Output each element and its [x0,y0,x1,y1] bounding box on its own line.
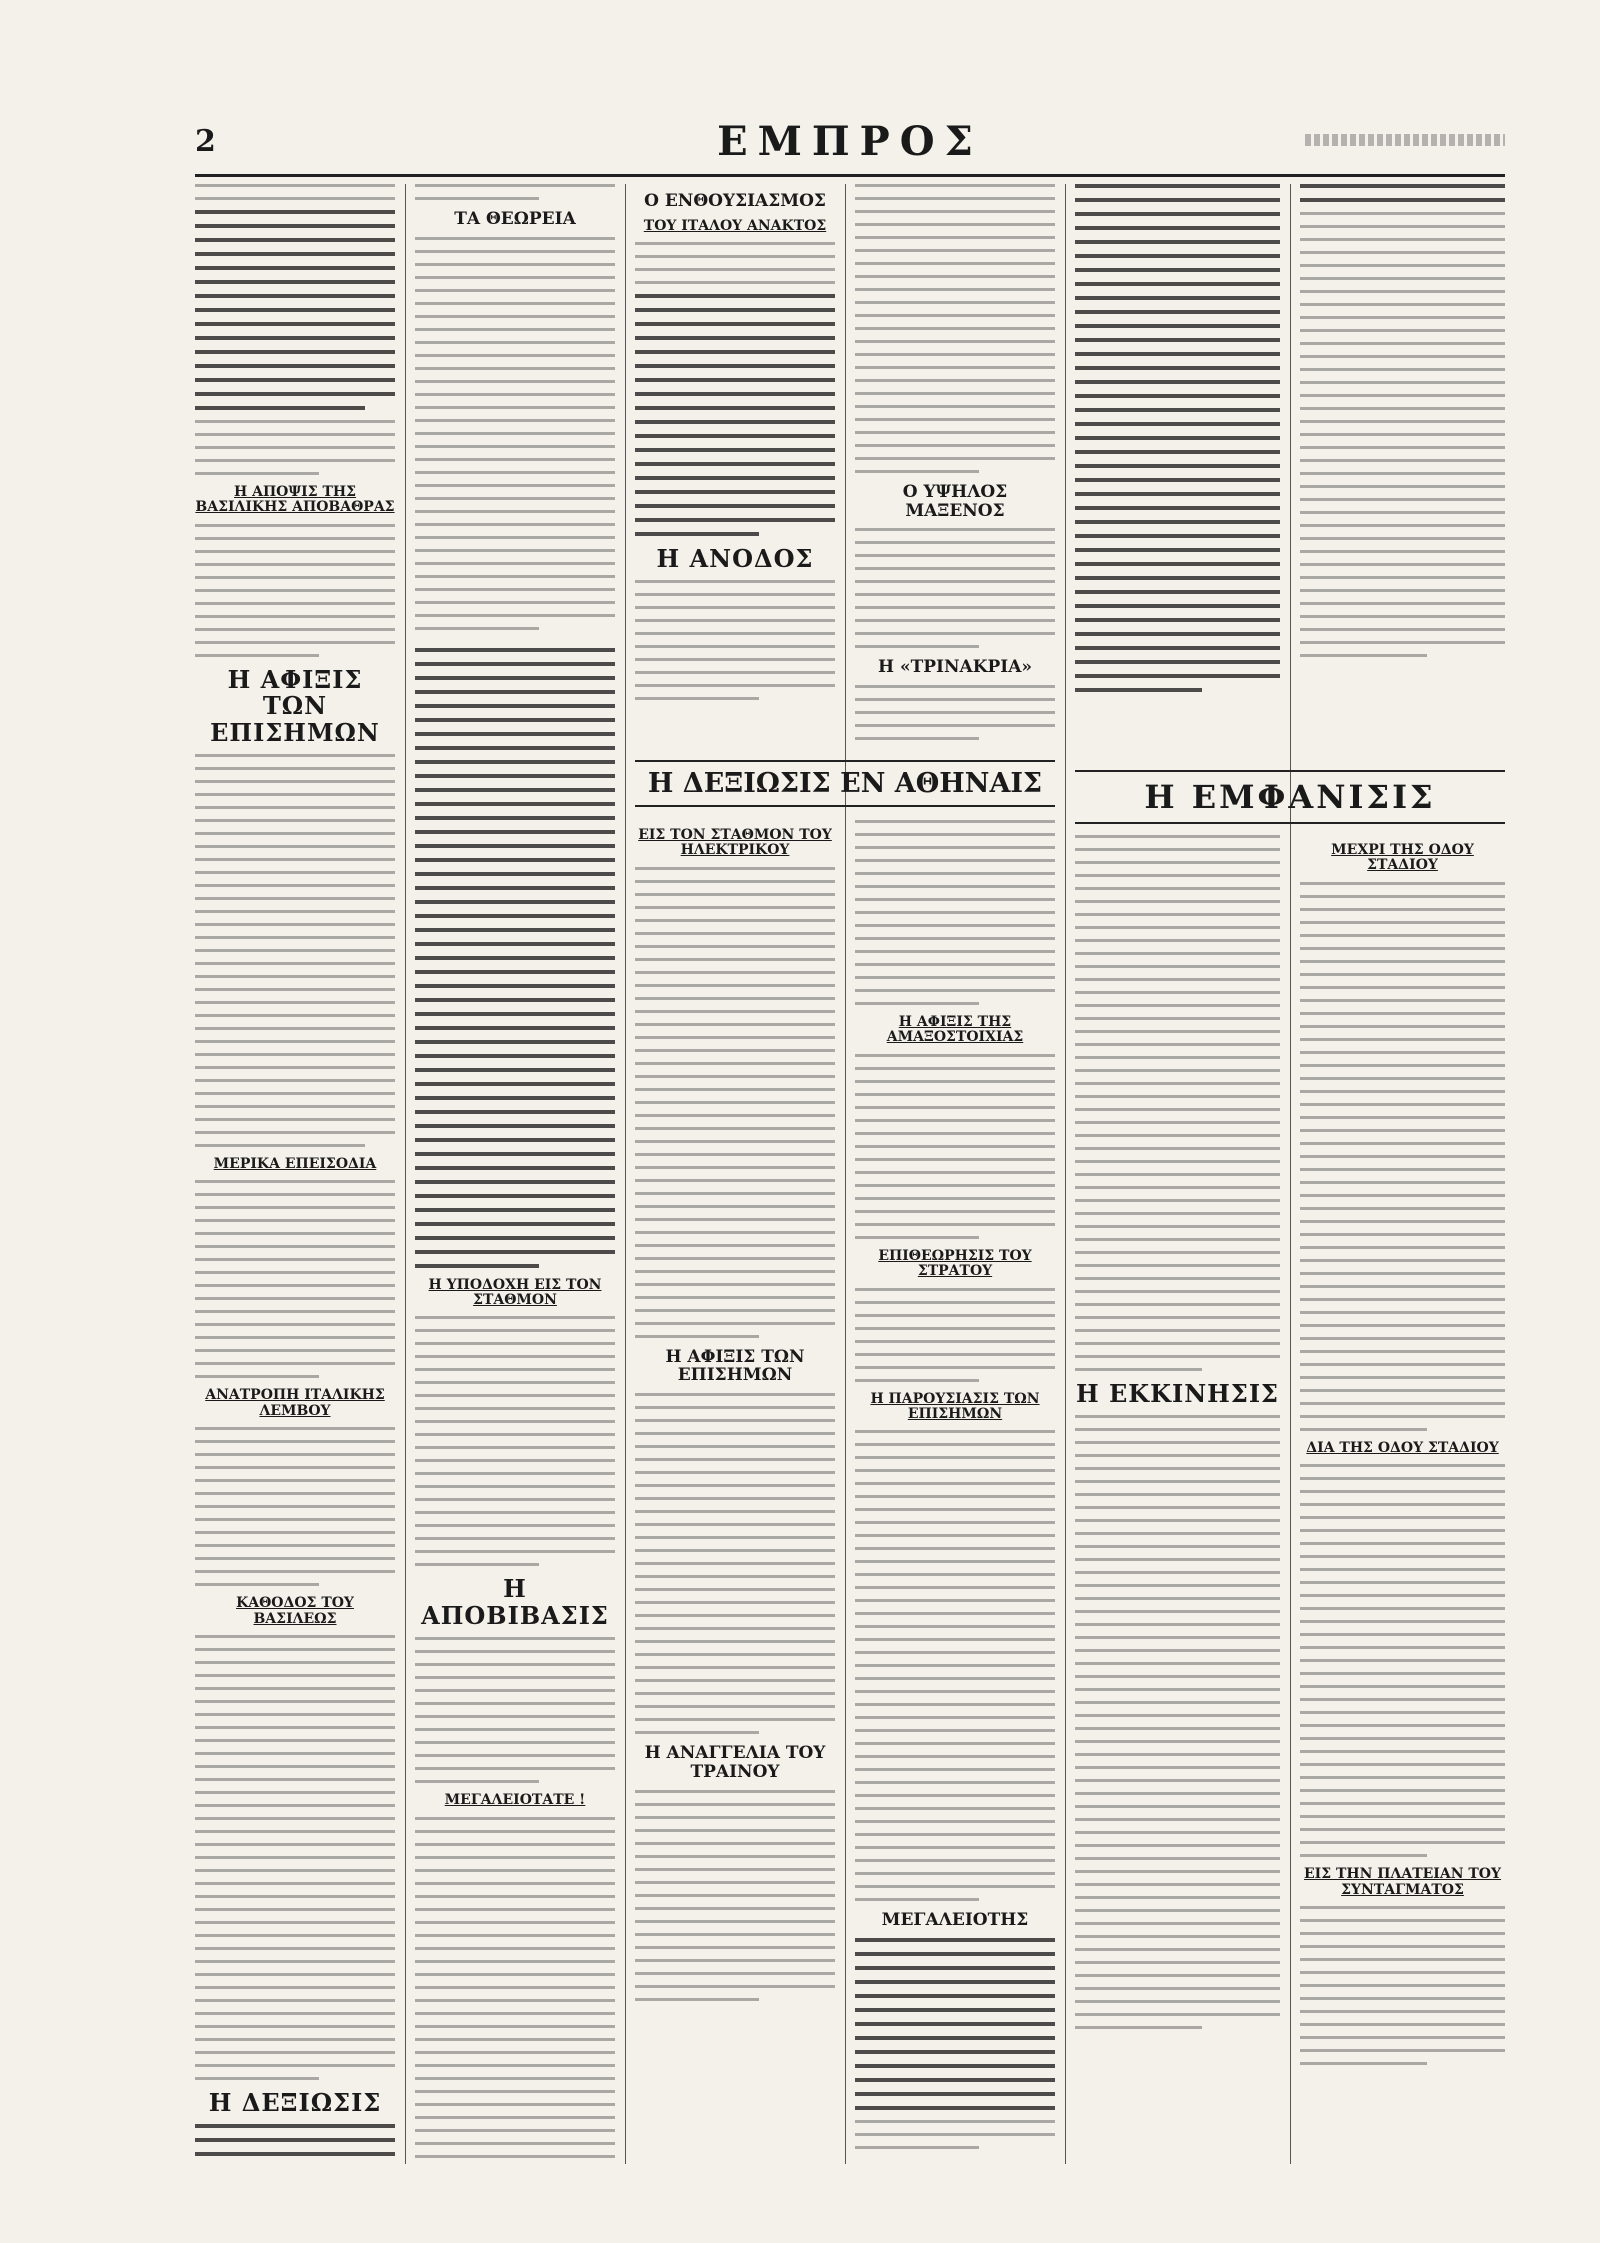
article-body [415,184,615,200]
article-body [415,237,615,1268]
column-6-lower [1300,835,1505,2164]
headline: ΑΝΑΤΡΟΠΗ ΙΤΑΛΙΚΗΣ ΛΕΜΒΟΥ [205,1387,385,1419]
article-body [1300,882,1505,1431]
masthead-title: ΕΜΠΡΟΣ [717,118,983,165]
article-body [635,1393,835,1734]
column-rule [625,184,626,2164]
article-body [415,1637,615,1783]
article-body [855,184,1055,473]
headline: Η ΑΦΙΞΙΣ ΤΩΝ ΕΠΙΣΗΜΩΝ [665,1346,805,1386]
article-body [1300,1906,1505,2065]
article-body [1075,184,1280,692]
column-4 [855,184,1055,754]
banner-headline: Η ΕΜΦΑΝΙΣΙΣ [1075,770,1505,824]
header-date-strip [1305,134,1505,146]
headline: Η ΑΦΙΞΙΣ ΤΩΝ ΕΠΙΣΗΜΩΝ [210,664,380,747]
headline: ΕΙΣ ΤΗΝ ΠΛΑΤΕΙΑΝ ΤΟΥ ΣΥΝΤΑΓΜΑΤΟΣ [1303,1866,1502,1898]
headline: Η ΔΕΞΙΩΣΙΣ [208,2087,382,2117]
headline: ΤΑ ΘΕΩΡΕΙΑ [454,209,576,229]
article-body [1075,1415,1280,2029]
column-rule [1065,184,1066,2164]
headline: Η «ΤΡΙΝΑΚΡΙΑ» [877,657,1033,678]
article-body [195,184,395,475]
column-rule [405,184,406,2164]
article-body [1300,1464,1505,1857]
article-body [635,580,835,700]
column-rule [1290,184,1291,2164]
headline: Η ΠΑΡΟΥΣΙΑΣΙΣ ΤΩΝ ΕΠΙΣΗΜΩΝ [870,1390,1040,1422]
headline: ΜΕΡΙΚΑ ΕΠΕΙΣΟΔΙΑ [213,1155,377,1172]
headline: Η ΥΠΟΔΟΧΗ ΕΙΣ ΤΟΝ ΣΤΑΘΜΟΝ [428,1276,602,1309]
headline: ΚΑΘΟΔΟΣ ΤΟΥ ΒΑΣΙΛΕΩΣ [236,1595,354,1627]
column-5 [1075,184,1280,754]
article-body [1300,184,1505,657]
column-2 [415,184,615,2164]
article-body [195,2124,395,2156]
headline: Η ΑΝΑΓΓΕΛΙΑ ΤΟΥ ΤΡΑΙΝΟΥ [644,1743,826,1782]
headline: Η ΕΚΚΙΝΗΣΙΣ [1075,1379,1280,1408]
headline: ΔΙΑ ΤΗΣ ΟΔΟΥ ΣΤΑΔΙΟΥ [1306,1439,1499,1456]
headline: Η ΑΝΟΔΟΣ [656,544,814,574]
headline: ΜΕΓΑΛΕΙΟΤΗΣ [881,1910,1029,1931]
article-body [195,524,395,657]
headline: Η ΑΠΟΒΙΒΑΣΙΣ [421,1574,609,1630]
article-body [635,1790,835,2001]
article-body [195,754,395,1147]
article-body [635,242,835,536]
article-body [855,1054,1055,1239]
article-body [195,1635,395,2080]
article-body [855,685,1055,740]
article-body [415,1316,615,1566]
headline: ΜΕΓΑΛΕΙΟΤΑΤΕ ! [444,1792,586,1809]
article-body [415,1817,615,2164]
column-3-lower [635,820,835,2164]
column-1 [195,184,395,2164]
headline: ΜΕΧΡΙ ΤΗΣ ΟΔΟΥ ΣΤΑΔΙΟΥ [1331,842,1474,874]
article-body [1075,835,1280,1371]
article-body [195,1427,395,1586]
headline: Ο ΕΝΘΟΥΣΙΑΣΜΟΣ [644,191,826,211]
page-header [195,118,1505,177]
page-number: 2 [195,124,216,159]
headline: Η ΑΦΙΞΙΣ ΤΗΣ ΑΜΑΞΟΣΤΟΙΧΙΑΣ [886,1014,1024,1046]
column-5-lower [1075,835,1280,2164]
headline: ΕΠΙΘΕΩΡΗΣΙΣ ΤΟΥ ΣΤΡΑΤΟΥ [878,1247,1032,1280]
article-body [855,820,1055,1005]
article-body [195,1180,395,1378]
column-rule [845,184,846,2164]
article-body [855,1938,1055,2149]
article-body [855,528,1055,648]
article-body [855,1430,1055,1901]
article-body [855,1288,1055,1382]
headline: Ο ΥΨΗΛΟΣ ΜΑΞΕΝΟΣ [902,482,1008,521]
banner-headline: Η ΔΕΞΙΩΣΙΣ ΕΝ ΑΘΗΝΑΙΣ [635,760,1055,807]
headline: Η ΑΠΟΨΙΣ ΤΗΣ ΒΑΣΙΛΙΚΗΣ ΑΠΟΒΑΘΡΑΣ [195,484,395,516]
headline: ΕΙΣ ΤΟΝ ΣΤΑΘΜΟΝ ΤΟΥ ΗΛΕΚΤΡΙΚΟΥ [638,827,832,859]
headline: ΤΟΥ ΙΤΑΛΟΥ ΑΝΑΚΤΟΣ [643,217,827,234]
article-body [635,867,835,1338]
column-6 [1300,184,1505,754]
column-4-lower [855,820,1055,2164]
